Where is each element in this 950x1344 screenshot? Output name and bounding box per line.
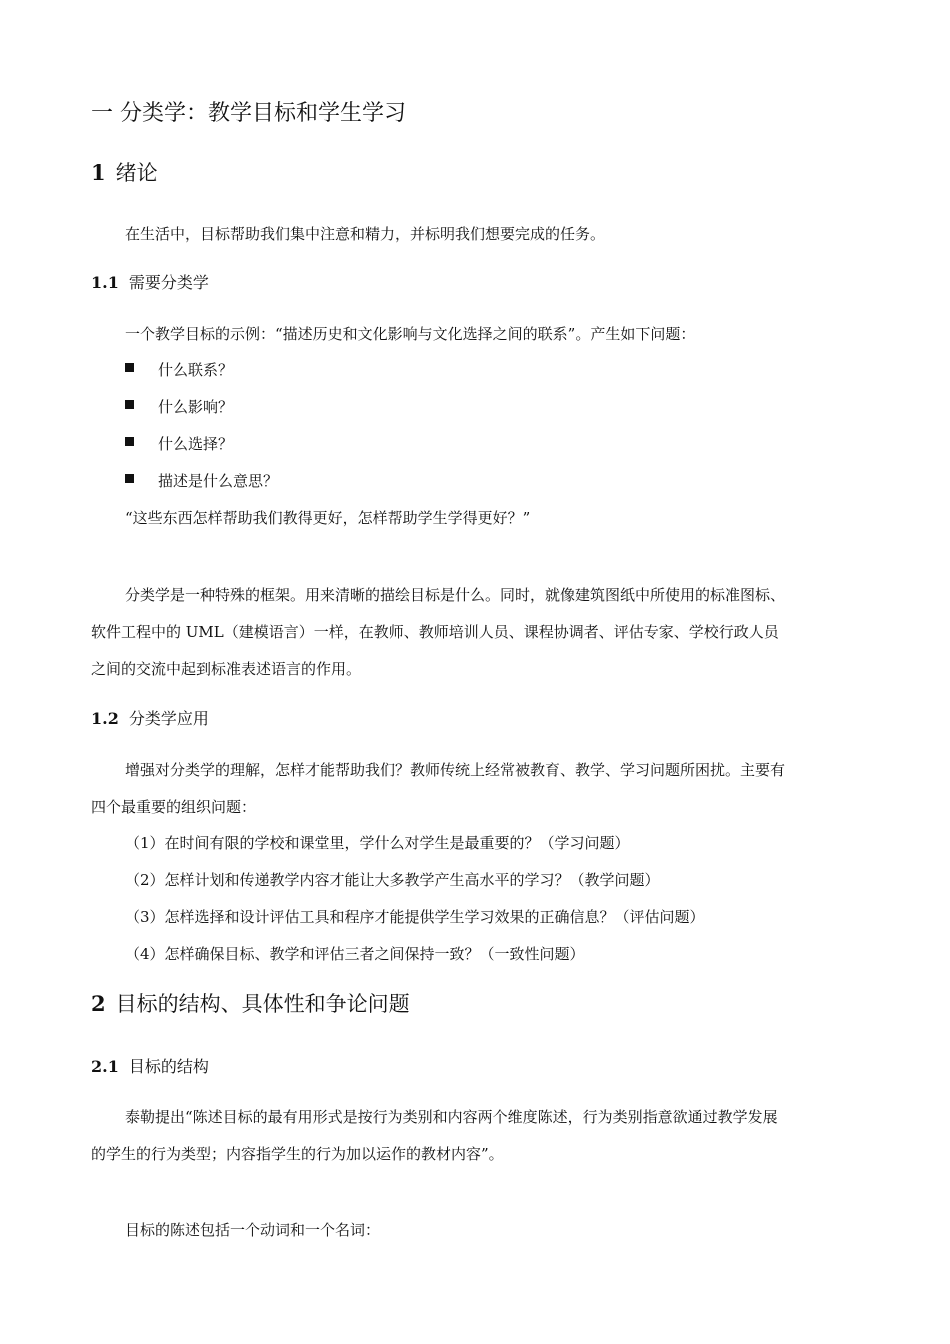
taxonomy-paragraph-line: 软件工程中的 UML（建模语言）一样，在教师、教师培训人员、课程协调者、评估专家、学校行政人员: [91, 623, 779, 641]
question-item: （1）在时间有限的学校和课堂里，学什么对学生是最重要的？（学习问题）: [125, 834, 630, 852]
section-title: 需要分类学: [128, 273, 209, 292]
apply-paragraph-line: 增强对分类学的理解，怎样才能帮助我们？教师传统上经常被教育、教学、学习问题所困扰。主要有: [125, 761, 786, 779]
square-bullet-icon: [125, 474, 134, 483]
section-1-1-heading: [91, 270, 209, 293]
question-item: （3）怎样选择和设计评估工具和程序才能提供学生学习效果的正确信息？（评估问题）: [125, 908, 705, 926]
section-title: 目标的结构、具体性和争论问题: [115, 992, 410, 1016]
quote-paragraph: “这些东西怎样帮助我们教得更好，怎样帮助学生学得更好？”: [125, 509, 531, 527]
intro-paragraph: 在生活中，目标帮助我们集中注意和精力，并标明我们想要完成的任务。: [125, 225, 606, 243]
section-number: 1: [91, 160, 106, 185]
tyler-paragraph-line: 的学生的行为类型；内容指学生的行为加以运作的教材内容”。: [91, 1145, 504, 1163]
example-paragraph: 一个教学目标的示例：“描述历史和文化影响与文化选择之间的联系”。产生如下问题：: [125, 325, 696, 343]
apply-paragraph-line: 四个最重要的组织问题：: [91, 798, 257, 816]
section-title: 绪论: [115, 161, 158, 185]
question-item: （2）怎样计划和传递教学内容才能让大多教学产生高水平的学习？（教学问题）: [125, 871, 660, 889]
tyler-paragraph-line: 泰勒提出“陈述目标的最有用形式是按行为类别和内容两个维度陈述，行为类别指意欲通过教学发展: [125, 1108, 778, 1126]
taxonomy-paragraph-line: 分类学是一种特殊的框架。用来清晰的描绘目标是什么。同时，就像建筑图纸中所使用的标准图标、: [125, 586, 786, 604]
list-item-text: 什么选择？: [158, 435, 234, 453]
section-1-2-heading: [91, 706, 209, 729]
taxonomy-paragraph-line: 之间的交流中起到标准表述语言的作用。: [91, 660, 362, 678]
section-number: 2: [91, 991, 106, 1016]
section-1-heading: [91, 157, 158, 187]
section-number: 1.2: [91, 709, 119, 728]
section-2-heading: [91, 988, 410, 1018]
square-bullet-icon: [125, 437, 134, 446]
section-number: 1.1: [91, 273, 119, 292]
section-number: 2.1: [91, 1057, 119, 1076]
square-bullet-icon: [125, 400, 134, 409]
list-item-text: 什么联系？: [158, 361, 234, 379]
question-item: （4）怎样确保目标、教学和评估三者之间保持一致？（一致性问题）: [125, 945, 585, 963]
list-item-text: 描述是什么意思？: [158, 472, 279, 490]
section-title: 目标的结构: [128, 1057, 209, 1076]
statement-paragraph: 目标的陈述包括一个动词和一个名词：: [125, 1221, 381, 1239]
square-bullet-icon: [125, 363, 134, 372]
list-item-text: 什么影响？: [158, 398, 234, 416]
document-title: 一 分类学：教学目标和学生学习: [91, 101, 406, 126]
section-title: 分类学应用: [128, 709, 209, 728]
section-2-1-heading: [91, 1054, 209, 1077]
